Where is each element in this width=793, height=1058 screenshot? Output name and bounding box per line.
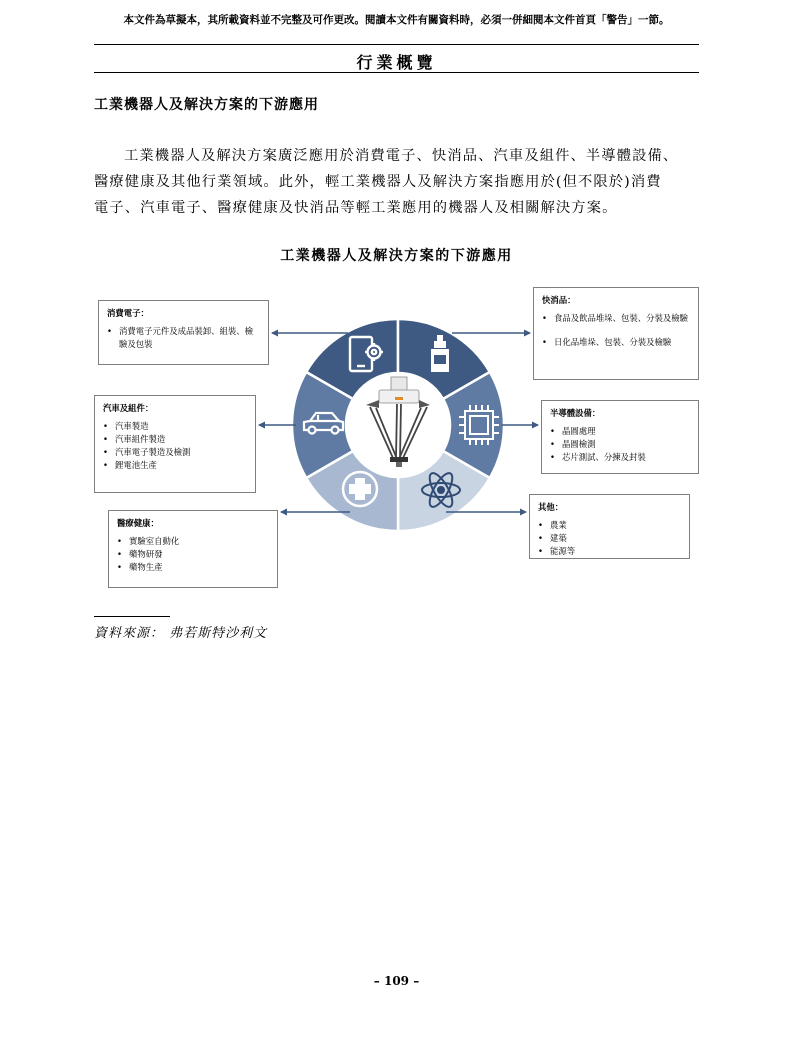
category-item: • 食品及飲品堆垛、包裝、分裝及檢驗 <box>542 312 690 325</box>
category-item: • 晶圓處理 <box>550 425 690 438</box>
category-item: • 農業 <box>538 519 681 532</box>
category-title: 半導體設備： <box>550 408 601 418</box>
category-item: • 汽車電子製造及檢測 <box>103 446 247 459</box>
source-rule <box>94 616 170 617</box>
category-item: • 消費電子元件及成品裝卸、組裝、檢驗及包裝 <box>107 325 260 351</box>
paragraph-line-3: 電子、汽車電子、醫療健康及快消品等輕工業應用的機器人及相關解決方案。 <box>94 200 618 216</box>
category-title: 醫療健康： <box>117 518 159 528</box>
category-item: • 藥物生產 <box>117 561 269 574</box>
category-item: • 鋰電池生產 <box>103 459 247 472</box>
category-box-healthcare <box>108 510 278 588</box>
diagram-title: 工業機器人及解決方案的下游應用 <box>280 248 513 264</box>
category-box-others <box>529 494 690 559</box>
category-item: • 汽車組件製造 <box>103 433 247 446</box>
category-item: • 能源等 <box>538 545 681 558</box>
paragraph-line-2: 醫療健康及其他行業領域。此外，輕工業機器人及解決方案指應用於(但不限於)消費 <box>94 174 662 190</box>
subheading: 工業機器人及解決方案的下游應用 <box>94 97 319 113</box>
page-number: – 109 – <box>373 974 420 988</box>
category-item: • 藥物研發 <box>117 548 269 561</box>
category-box-consumer-electronics <box>98 300 269 365</box>
category-title: 消費電子： <box>107 308 149 318</box>
category-box-automotive <box>94 395 256 493</box>
section-title: 行業概覽 <box>356 53 437 72</box>
source-note: 資料來源： 弗若斯特沙利文 <box>94 626 268 641</box>
category-item: • 實驗室自動化 <box>117 535 269 548</box>
draft-warning: 本文件為草擬本，其所載資料並不完整及可作更改。閱讀本文件有關資料時，必須一併細閱本文件首頁「警告」一節。 <box>123 14 670 26</box>
category-item: • 建築 <box>538 532 681 545</box>
category-title: 快消品： <box>542 295 576 305</box>
category-title: 汽車及組件： <box>103 403 154 413</box>
category-box-fmcg <box>533 287 699 380</box>
category-item: • 日化品堆垛、包裝、分裝及檢驗 <box>542 336 690 349</box>
category-item: • 晶圓檢測 <box>550 438 690 451</box>
category-item: • 芯片測試、分揀及封裝 <box>550 451 690 464</box>
paragraph-line-1: 工業機器人及解決方案廣泛應用於消費電子、快消品、汽車及組件、半導體設備、 <box>124 148 679 164</box>
category-title: 其他： <box>538 502 564 512</box>
category-box-semiconductor <box>541 400 699 474</box>
category-item: • 汽車製造 <box>103 420 247 433</box>
